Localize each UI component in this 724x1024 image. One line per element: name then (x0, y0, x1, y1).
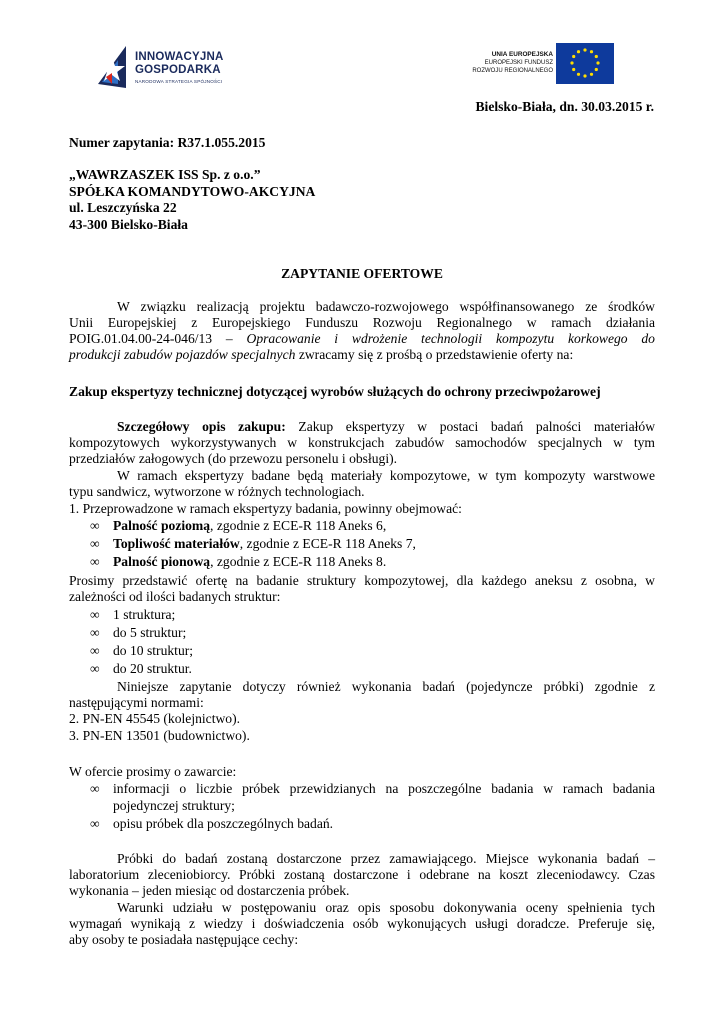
list-item: do 10 struktur; (113, 643, 194, 658)
list-item: informacji o liczbie próbek przewidzianych na poszczególne badania w ramach badania (113, 781, 655, 796)
intro-project-title-cont: produkcji zabudów pojazdów specjalnych (69, 347, 296, 362)
standards-line: następującymi normami: (69, 695, 204, 710)
list-item: opisu próbek dla poszczególnych badań. (113, 816, 334, 831)
offer-request-line: zależności od ilości badanych struktur: (69, 589, 281, 604)
eu-logo (456, 42, 616, 86)
list-item: 1 struktura; (113, 607, 176, 622)
document-date: Bielsko-Biała, dn. 30.03.2015 r. (475, 99, 654, 114)
details-line: W ramach ekspertyzy badane będą materiały kompozytowe, w tym kompozyty warstwowe (117, 468, 655, 483)
list-item: do 5 struktur; (113, 625, 187, 640)
intro-line: Unii Europejskiej z Europejskiego Funduszu Rozwoju Regionalnego w ramach działania (69, 315, 655, 330)
samples-line: laboratorium zleceniobiorcy. Próbki zostaną dostarczone i odebrane na koszt zleceniodawcy. Czas (69, 867, 655, 882)
test-standard: , zgodnie z ECE-R 118 Aneks 8. (210, 554, 387, 569)
samples-line: wymagań wynikają z wiedzy i doświadczenia osób wykonujących usługi doradcze. Preferuje się, (69, 916, 655, 931)
standards-item: 2. PN-EN 45545 (kolejnictwo). (69, 711, 241, 726)
address-block (69, 167, 315, 233)
bullet-icon: ∞ (90, 554, 100, 569)
samples-line: Próbki do badań zostaną dostarczone przez zamawiającego. Miejsce wykonania badań – (117, 851, 655, 866)
standards-item: 3. PN-EN 13501 (budownictwo). (69, 728, 250, 743)
address-line: 43-300 Bielsko-Biała (69, 216, 188, 232)
test-name: Palność poziomą (113, 518, 211, 533)
address-line: „WAWRZASZEK ISS Sp. z o.o.” (69, 167, 261, 182)
test-standard: , zgodnie z ECE-R 118 Aneks 7, (239, 536, 416, 551)
bullet-icon: ∞ (90, 816, 100, 831)
purchase-subject: Zakup ekspertyzy technicznej dotyczącej wyrobów służących do ochrony przeciwpożarowej (69, 384, 601, 399)
address-line: SPÓŁKA KOMANDYTOWO-AKCYJNA (69, 183, 316, 199)
bullet-icon: ∞ (90, 536, 100, 551)
document-title: ZAPYTANIE OFERTOWE (281, 266, 443, 281)
bullet-icon: ∞ (90, 625, 100, 640)
bullet-icon: ∞ (90, 781, 100, 796)
intro-request: zwracamy się z prośbą o przedstawienie oferty na: (298, 347, 574, 362)
innowacyjna-gospodarka-logo (88, 38, 238, 94)
test-name: Topliwość materiałów (113, 536, 240, 551)
list-item-cont: pojedynczej struktury; (113, 798, 235, 813)
details-label: Szczegółowy opis zakupu: (117, 419, 286, 434)
samples-line: aby osoby te posiadała następujące cechy: (69, 932, 299, 947)
logo-text-line2: GOSPODARKA (135, 64, 221, 76)
details-line (117, 419, 655, 436)
details-line: przedziałów załogowych (do przewozu personelu i obsługi). (69, 451, 398, 466)
list-item: do 20 struktur. (113, 661, 192, 676)
address-line: ul. Leszczyńska 22 (69, 200, 177, 215)
intro-line (69, 331, 655, 348)
intro-project-title: Opracowanie i wdrożenie technologii kompozytu korkowego do (246, 331, 655, 346)
test-name: Palność pionową (113, 554, 211, 569)
details-line: 1. Przeprowadzone w ramach ekspertyzy badania, powinny obejmować: (69, 501, 462, 516)
details-line: kompozytowych wykorzystywanych w konstrukcjach zabudów samochodów specjalnych w tym (69, 435, 655, 450)
details-line: typu sandwicz, wytworzone w różnych technologiach. (69, 484, 365, 499)
samples-line: wykonania – jeden miesiąc od dostarczenia próbek. (69, 883, 350, 898)
eu-flag-icon (556, 43, 614, 84)
offer-request-line: Prosimy przedstawić ofertę na badanie struktury kompozytowej, dla każdego aneksu z osobna, w (69, 573, 655, 588)
eu-text-line3: ROZWOJU REGIONALNEGO (472, 68, 553, 74)
bullet-icon: ∞ (90, 661, 100, 676)
samples-line: Warunki udziału w postępowaniu oraz opis sposobu dokonywania oceny spełnienia tych (117, 900, 655, 915)
bullet-icon: ∞ (90, 643, 100, 658)
details-text: Zakup ekspertyzy w postaci badań palności materiałów (298, 419, 656, 434)
intro-project-number: POIG.01.04.00-24-046/13 – (69, 331, 233, 346)
list-item (113, 518, 386, 535)
eu-text-line1: UNIA EUROPEJSKA (491, 51, 553, 58)
test-standard: , zgodnie z ECE-R 118 Aneks 6, (210, 518, 387, 533)
list-item (113, 536, 416, 553)
list-item (113, 554, 386, 571)
bullet-icon: ∞ (90, 607, 100, 622)
innowacyjna-gospodarka-emblem-icon (96, 44, 130, 90)
inquiry-number: Numer zapytania: R37.1.055.2015 (69, 135, 266, 150)
eu-text-line2: EUROPEJSKI FUNDUSZ (484, 60, 553, 66)
bullet-icon: ∞ (90, 518, 100, 533)
logo-text-line1: INNOWACYJNA (135, 51, 224, 63)
standards-line: Niniejsze zapytanie dotyczy również wykonania badań (pojedyncze próbki) zgodnie z (117, 679, 655, 694)
intro-line (69, 347, 669, 364)
intro-line: W związku realizacją projektu badawczo-rozwojowego współfinansowanego ze środków (117, 299, 655, 314)
logo-text-line3: NARODOWA STRATEGIA SPÓJNOŚCI (135, 79, 223, 84)
offer-contents-lead: W ofercie prosimy o zawarcie: (69, 764, 237, 779)
